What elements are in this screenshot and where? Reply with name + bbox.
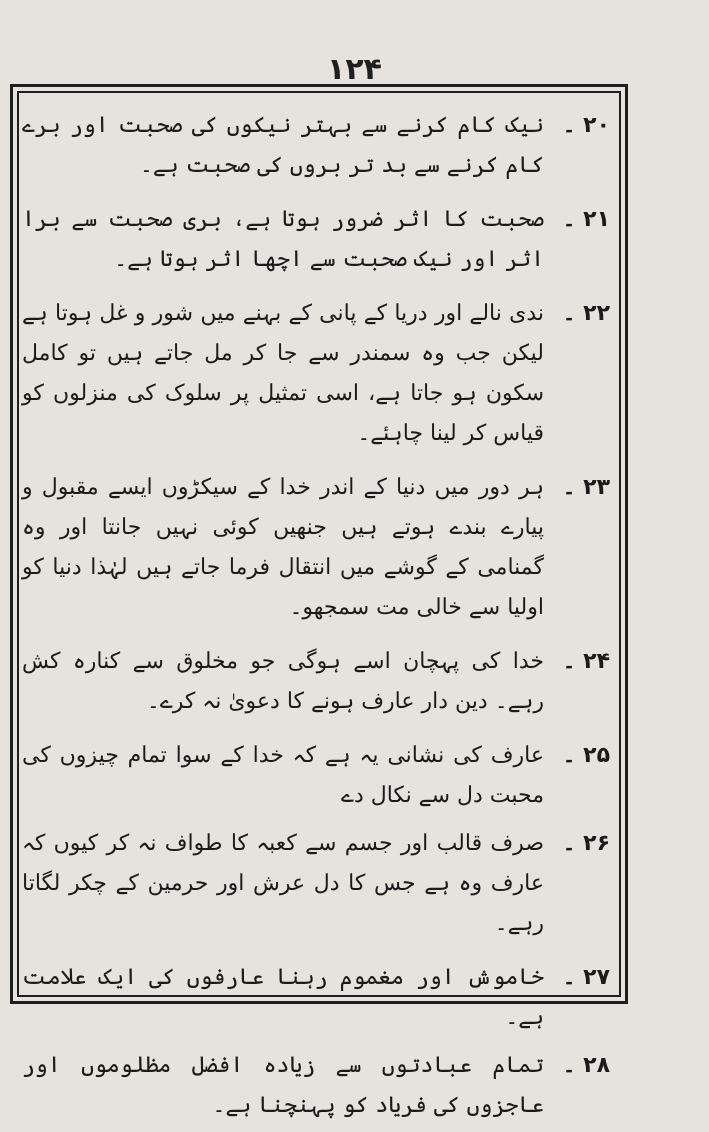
entry-number: ۲۷ ۔ [562, 965, 610, 990]
entry-number: ۲۸ ۔ [562, 1053, 610, 1078]
entry-text: عارف کی نشانی یہ ہے کہ خدا کے سوا تمام چیزوں کی محبت دل سے نکال دے [22, 743, 544, 808]
list-item [22, 728, 610, 816]
entry-text: ہر دور میں دنیا کے اندر خدا کے سیکڑوں ایسے مقبول و پیارے بندے ہوتے ہیں جنھیں کوئی نہیں جانتا اور وہ گمنامی کے گوشے میں انتقال فرما جاتے ہیں لہٰذا دنیا کو اولیا سے خالی مت سمجھو۔ [22, 475, 544, 620]
entry-number: ۲۱ ۔ [562, 207, 610, 232]
list-item [22, 286, 610, 454]
list-item [22, 460, 610, 628]
list-item [22, 634, 610, 722]
entry-number: ۲۴ ۔ [562, 649, 610, 674]
entry-text: صحبت کا اثر ضرور ہوتا ہے، بری صحبت سے برا اثر اور نیک صحبت سے اچھا اثر ہوتا ہے۔ [22, 207, 544, 272]
entry-text: خدا کی پہچان اسے ہوگی جو مخلوق سے کنارہ کش رہے۔ دین دار عارف ہونے کا دعویٰ نہ کرے۔ [22, 649, 544, 714]
entry-text: خاموش اور مغموم رہنا عارفوں کی ایک علامت ہے۔ [22, 965, 544, 1030]
entry-text: تمام عبادتوں سے زیادہ افضل مظلوموں اور عاجزوں کی فریاد کو پہنچنا ہے۔ [22, 1053, 544, 1118]
entry-number: ۲۶ ۔ [562, 831, 610, 856]
page-number: ۱۲۴ [327, 52, 382, 87]
entry-number: ۲۲ ۔ [562, 301, 610, 326]
text-body [22, 98, 610, 1132]
list-item [22, 950, 610, 1038]
entry-text: ندی نالے اور دریا کے پانی کے بہنے میں شور و غل ہوتا ہے لیکن جب وہ سمندر سے جا کر مل جاتے ہیں تو کامل سکون ہو جاتا ہے، اسی تمثیل پر سلوک کی منزلوں کو قیاس کر لینا چاہئے۔ [22, 301, 544, 446]
list-item [22, 192, 610, 280]
list-item [22, 1038, 610, 1126]
list-item [22, 98, 610, 186]
entry-text: صرف قالب اور جسم سے کعبہ کا طواف نہ کر کیوں کہ عارف وہ ہے جس کا دل عرش اور حرمین کے چکر لگاتا رہے۔ [22, 831, 544, 936]
entry-number: ۲۵ ۔ [562, 743, 610, 768]
entry-number: ۲۰ ۔ [562, 113, 610, 138]
list-item [22, 816, 610, 944]
entry-number: ۲۳ ۔ [562, 475, 610, 500]
entry-text: نیک کام کرنے سے بہتر نیکوں کی صحبت اور برے کام کرنے سے بد تر بروں کی صحبت ہے۔ [22, 113, 544, 178]
